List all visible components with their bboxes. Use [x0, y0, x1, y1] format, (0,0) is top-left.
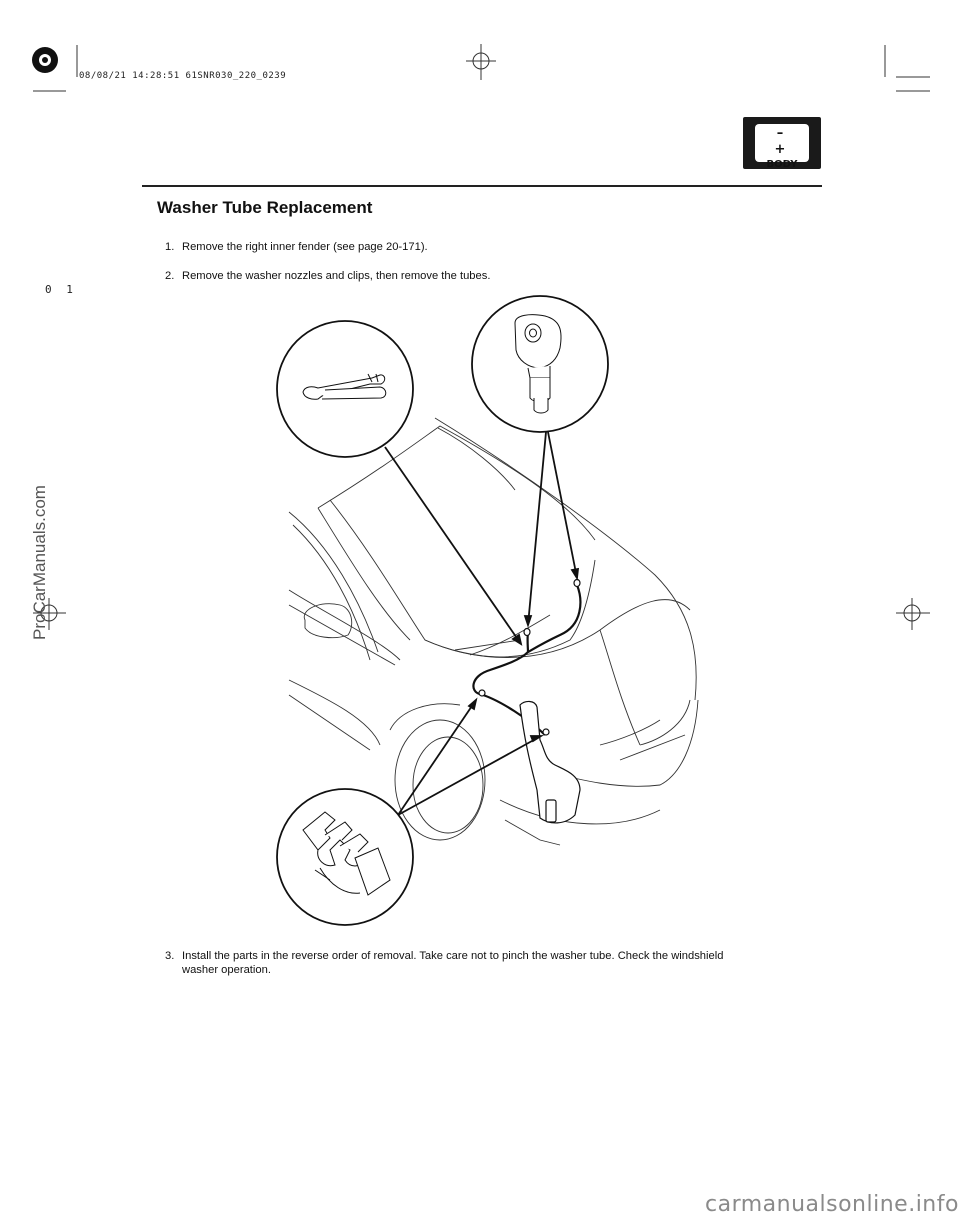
step-2: [165, 269, 490, 283]
step-number: 1.: [165, 241, 175, 253]
body-section-badge: [743, 117, 821, 169]
badge-label: BODY: [766, 159, 798, 170]
crosshair-top-icon: [466, 44, 496, 80]
battery-icon: [755, 124, 809, 170]
step-1: [165, 240, 428, 254]
detail-nozzle: [472, 296, 608, 432]
step-text: Install the parts in the reverse order of removal. Take care not to pinch the washer tube. Check the windshield: [182, 950, 724, 962]
detail-tube-joint: [277, 321, 413, 457]
battery-terminals: – +: [774, 126, 800, 157]
side-code: 0 1: [45, 283, 77, 296]
step-text-continued: washer operation.: [182, 964, 271, 976]
step-text: Remove the washer nozzles and clips, then remove the tubes.: [182, 270, 491, 282]
header-rule: [142, 185, 822, 187]
step-text: Remove the right inner fender (see page 20-171).: [182, 241, 428, 253]
step-number: 2.: [165, 270, 175, 282]
print-stamp: 08/08/21 14:28:51 61SNR030_220_0239: [79, 71, 287, 81]
detail-clip: [277, 789, 413, 925]
registration-target-icon: [32, 47, 58, 73]
crosshair-right-icon: [896, 598, 930, 630]
step-3: [165, 949, 805, 977]
washer-tube-illustration: [270, 290, 710, 935]
step-number: 3.: [165, 950, 175, 962]
left-watermark: ProCarManuals.com: [30, 485, 49, 640]
bottom-watermark: carmanualsonline.info: [705, 1192, 959, 1217]
page-title: Washer Tube Replacement: [157, 198, 373, 217]
